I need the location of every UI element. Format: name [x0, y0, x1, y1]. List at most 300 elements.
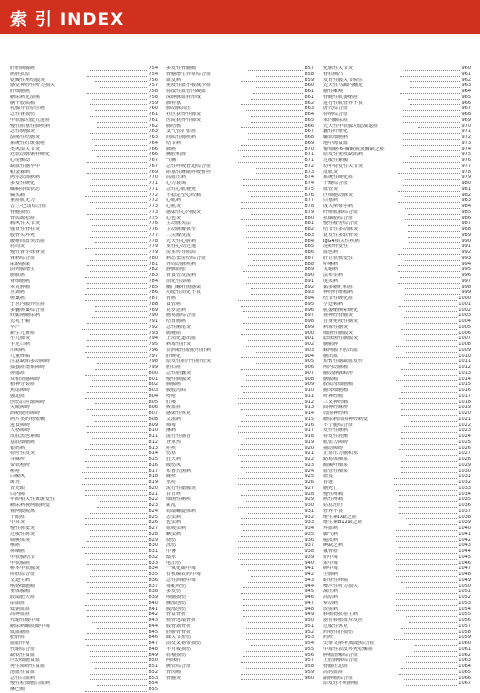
index-entry-page: 861	[304, 89, 314, 94]
index-entry-page: 983	[461, 198, 471, 204]
dot-leader	[85, 290, 148, 295]
index-entry-page: 873	[304, 169, 314, 175]
index-entry-page: 978	[461, 169, 471, 175]
index-entry-page: 830	[148, 543, 158, 549]
dot-leader	[85, 474, 148, 479]
dot-leader	[394, 474, 458, 479]
index-entry-page: 1047	[458, 566, 471, 572]
index-entry-page: 1009	[458, 347, 471, 353]
index-entry-term: 胸部创伤	[166, 600, 187, 606]
index-entry-term: 缺铁性贫血	[10, 652, 36, 658]
dot-leader	[85, 446, 148, 451]
dot-leader	[404, 676, 458, 681]
dot-leader	[85, 549, 148, 554]
index-entry-term: 淋病	[166, 428, 177, 434]
dot-leader	[403, 141, 461, 146]
index-entry-term: 重症肌无力	[10, 198, 36, 204]
index-column-3	[323, 66, 471, 687]
index-entry-term: 急性白血病	[10, 675, 36, 681]
dot-leader	[241, 302, 304, 307]
index-entry-page: 1039	[458, 520, 471, 526]
index-entry-page: 878	[304, 204, 314, 209]
dot-leader	[85, 520, 148, 525]
index-entry-term: 蛔虫病	[166, 531, 182, 537]
index-entry-term: 血管炎	[323, 186, 339, 192]
index-entry-page: 763	[148, 135, 158, 140]
index-entry-term: 嗜铬细胞瘤	[10, 583, 36, 589]
dot-leader	[399, 543, 458, 548]
index-entry-term: 手足口病	[10, 342, 31, 347]
index-entry-term: 梅毒	[166, 422, 177, 428]
dot-leader	[256, 164, 304, 169]
dot-leader	[85, 296, 148, 301]
dot-leader	[251, 572, 304, 577]
dot-leader	[396, 538, 457, 543]
index-entry-term: 胃食管反流病	[166, 273, 197, 278]
dot-leader	[241, 101, 304, 106]
index-entry-term: 创伤后应激障碍	[10, 399, 46, 405]
dot-leader	[396, 549, 457, 554]
index-entry-page: 807	[148, 411, 158, 416]
dot-leader	[406, 584, 457, 589]
index-entry-term: 腹股沟疝	[166, 388, 187, 393]
index-entry-term: 斑秃	[10, 480, 21, 485]
index-entry-term: 药疹	[323, 635, 334, 641]
index-entry-term: 血吸虫病	[166, 526, 187, 531]
index-entry-page: 895	[304, 301, 314, 307]
index-entry-term: 史蒂文斯-约翰逊综合征	[323, 641, 375, 646]
dot-leader	[85, 486, 148, 491]
index-entry-term: 特发性震颤	[323, 434, 349, 439]
index-entry-page: 796	[148, 347, 158, 353]
dot-leader	[251, 95, 304, 100]
dot-leader	[405, 285, 460, 290]
index-entry-term: 消化性溃疡	[166, 278, 192, 284]
index-entry-page: 1042	[458, 537, 471, 543]
index-entry-page: 920	[304, 445, 314, 451]
dot-leader	[97, 118, 147, 123]
index-entry-term: 肝胆胰腺癌	[10, 66, 36, 71]
index-entry-page: 1030	[458, 468, 471, 474]
dot-leader	[90, 653, 148, 658]
dot-leader	[87, 279, 147, 284]
index-entry-page: 990	[461, 238, 471, 244]
dot-leader	[100, 83, 148, 88]
index-entry-term: 慢性阻塞性肺疾病	[10, 123, 51, 129]
dot-leader	[401, 434, 457, 439]
index-entry-page: 802	[148, 382, 158, 388]
index-entry-term: 恙虫病	[166, 514, 182, 520]
index-entry-term: 免疫性血小板减少症	[166, 83, 212, 89]
dot-leader	[251, 641, 304, 646]
dot-leader	[251, 118, 304, 123]
index-entry-page: 890	[304, 273, 314, 278]
index-entry-term: 卵巢癌	[10, 296, 26, 301]
dot-leader	[253, 89, 303, 94]
index-entry-page: 855	[148, 687, 158, 692]
index-entry-page: 872	[304, 163, 314, 169]
index-entry-term: 带状疱疹	[10, 462, 31, 468]
index-entry-page: 883	[304, 232, 314, 238]
dot-leader	[408, 221, 461, 226]
index-entry-page: 897	[304, 313, 314, 319]
index-entry-page: 825	[148, 514, 158, 520]
index-entry-term: 基底细胞癌	[10, 439, 36, 445]
dot-leader	[398, 250, 461, 255]
dot-leader	[85, 515, 148, 520]
index-entry-term: 晕动病	[323, 600, 339, 606]
index-entry-page: 871	[304, 152, 314, 158]
index-entry-page: 772	[148, 198, 158, 204]
dot-leader	[100, 497, 148, 502]
index-entry-term: 慢性疼痛	[323, 491, 344, 497]
dot-leader	[90, 112, 148, 117]
index-entry-page: 1020	[458, 411, 471, 416]
dot-leader	[406, 658, 457, 663]
index-entry-term: IgG4相关性疾病	[323, 238, 360, 244]
dot-leader	[85, 273, 148, 278]
index-entry-term: 孤独症谱系障碍	[10, 365, 46, 370]
dot-leader	[241, 520, 304, 525]
dot-leader	[243, 152, 303, 157]
dot-leader	[398, 279, 461, 284]
dot-leader	[251, 112, 304, 117]
index-entry-term: 隐球菌性脑膜炎	[323, 336, 359, 342]
index-entry-term: 肛瘘	[166, 399, 177, 405]
dot-leader	[90, 670, 148, 675]
dot-leader	[246, 497, 304, 502]
dot-leader	[248, 135, 303, 140]
index-entry-page: 886	[304, 250, 314, 255]
index-entry-page: 992	[461, 250, 471, 255]
dot-leader	[90, 526, 148, 531]
index-entry-page: 908	[304, 376, 314, 382]
dot-leader	[246, 325, 304, 330]
index-entry-term: 维生素D缺乏症	[323, 514, 357, 520]
index-entry-page: 1052	[458, 595, 471, 600]
dot-leader	[406, 653, 457, 658]
index-entry-page: 816	[148, 462, 158, 468]
dot-leader	[403, 158, 461, 163]
dot-leader	[87, 319, 147, 324]
index-entry-page: 961	[461, 71, 471, 77]
dot-leader	[405, 193, 460, 198]
index-entry-term: 肺动脉高压	[166, 106, 192, 112]
index-entry-term: 桡骨远端骨折	[166, 618, 197, 623]
dot-leader	[243, 319, 303, 324]
dot-leader	[97, 681, 147, 686]
index-entry-term: 感觉神经性听力损失	[10, 83, 56, 89]
dot-leader	[85, 457, 148, 462]
index-entry-page: 1033	[458, 485, 471, 491]
index-entry-page: 941	[304, 566, 314, 572]
index-entry-page: 991	[461, 244, 471, 250]
index-entry-term: 急性肾损伤	[10, 112, 36, 117]
dot-leader	[238, 451, 303, 456]
dot-leader	[401, 365, 457, 370]
index-entry-term: 肌张力障碍	[323, 439, 349, 445]
index-entry-page: 977	[461, 163, 471, 169]
index-entry-page: 960	[461, 66, 471, 71]
dot-leader	[85, 348, 148, 353]
index-entry-page: 881	[304, 221, 314, 227]
index-entry-term: 中暑	[166, 549, 177, 554]
index-entry-term: 营养不良	[323, 508, 344, 514]
index-entry-page: 850	[148, 658, 158, 664]
index-entry-page: 916	[304, 422, 314, 428]
index-entry-page: 775	[148, 215, 158, 221]
dot-leader	[403, 129, 461, 134]
dot-leader	[248, 262, 303, 267]
dot-leader	[401, 411, 457, 416]
dot-leader	[418, 124, 461, 129]
dot-leader	[246, 342, 304, 347]
index-entry-term: 听神经瘤	[323, 393, 344, 399]
index-entry	[166, 676, 314, 682]
index-entry-page: 1041	[458, 531, 471, 537]
index-entry-term: 戈谢病	[323, 267, 339, 273]
index-header-bar	[0, 0, 480, 34]
index-entry-page: 957	[304, 658, 314, 664]
index-entry-term: 甲状腺结节	[10, 554, 36, 560]
index-entry-page: 829	[148, 537, 158, 543]
index-entry-page: 902	[304, 342, 314, 347]
index-entry-page: 1031	[458, 474, 471, 480]
index-entry-page: 789	[148, 307, 158, 313]
index-entry-page: 757	[148, 83, 158, 89]
index-entry-term: 肥胖症	[10, 635, 26, 641]
index-entry-term: 心包炎	[166, 215, 182, 221]
dot-leader	[396, 566, 457, 571]
index-entry-term: 细菌性脑膜炎	[323, 330, 354, 336]
index-entry-term: 脑死亡	[323, 485, 339, 491]
dot-leader	[241, 382, 304, 387]
index-entry-page: 862	[304, 100, 314, 106]
index-entry-term: 百日咳	[166, 491, 182, 497]
dot-leader	[401, 463, 457, 468]
index-entry-page: 777	[148, 232, 158, 238]
index-entry-term: 幼年特发性关节炎	[323, 163, 364, 169]
index-entry-term: 正常压力脑积水	[323, 451, 359, 457]
index-entry-page: 823	[148, 503, 158, 508]
index-entry-term: 焦虑障碍	[10, 388, 31, 393]
index-entry-page: 839	[148, 595, 158, 600]
index-entry-term: 急性酒精中毒	[166, 577, 197, 583]
dot-leader	[87, 72, 147, 77]
index-entry-page: 943	[304, 577, 314, 583]
dot-leader	[90, 101, 148, 106]
dot-leader	[256, 83, 304, 88]
index-entry-page: 776	[148, 227, 158, 232]
index-entry-page: 942	[304, 572, 314, 577]
index-entry-page: 820	[148, 485, 158, 491]
dot-leader	[400, 72, 460, 77]
index-entry-page: 1023	[458, 428, 471, 434]
index-entry-term: 胰腺癌	[166, 382, 182, 388]
index-entry-page: 1017	[458, 393, 471, 399]
index-entry-term: 巨细胞动脉炎	[323, 192, 354, 198]
index-entry-page: 758	[148, 94, 158, 100]
dot-leader	[95, 141, 148, 146]
dot-leader	[246, 411, 304, 416]
index-entry-term: 病毒性脑炎	[323, 324, 349, 330]
index-entry-page: 1010	[458, 353, 471, 359]
index-entry-term: 疟疾	[166, 445, 177, 451]
index-entry-page: 1040	[458, 526, 471, 531]
dot-leader	[398, 198, 461, 203]
index-entry-page: 929	[304, 497, 314, 503]
index-entry-page: 909	[304, 382, 314, 388]
index-entry-term: 癫痫持续状态	[10, 186, 41, 192]
index-entry-term: 先兆子痫	[10, 319, 31, 324]
index-entry-term: 谵妄	[323, 474, 334, 480]
dot-leader	[85, 687, 148, 692]
index-entry-page: 993	[461, 255, 471, 261]
index-entry-term: 尿路感染	[10, 261, 31, 267]
index-entry-term: 强直性脊柱炎	[10, 227, 41, 232]
dot-leader	[87, 354, 147, 359]
dot-leader	[410, 164, 460, 169]
dot-leader	[399, 492, 458, 497]
index-entry-term: 细菌性痢疾	[166, 497, 192, 503]
dot-leader	[396, 572, 457, 577]
index-entry-page: 874	[304, 175, 314, 181]
dot-leader	[87, 405, 147, 410]
index-entry-term: 踝关节扭伤	[166, 635, 192, 641]
index-entry-term: 系统性硬化症	[323, 175, 354, 181]
index-entry-page: 1024	[458, 434, 471, 439]
dot-leader	[248, 273, 303, 278]
dot-leader	[238, 428, 303, 433]
index-entry-page: 917	[304, 428, 314, 434]
index-entry-page: 795	[148, 342, 158, 347]
dot-leader	[90, 382, 148, 387]
index-entry-term: 小儿肺炎	[10, 336, 31, 342]
index-entry-term: 骨盆骨折	[166, 612, 187, 618]
index-entry-term: 糖尿病酮症酸中毒	[10, 623, 51, 629]
index-entry-term: 结直肠癌	[166, 319, 187, 324]
index-entry-term: 周围神经病	[323, 411, 349, 416]
index-entry-page: 838	[148, 589, 158, 595]
dot-leader	[241, 463, 304, 468]
index-entry-page: 792	[148, 324, 158, 330]
index-entry-term: 特纳综合征	[323, 112, 349, 117]
dot-leader	[404, 331, 458, 336]
index-entry-page: 880	[304, 215, 314, 221]
index-entry-term: 骨肉瘤	[166, 669, 182, 675]
index-entry-term: 癌性疼痛	[323, 497, 344, 503]
index-entry-term: 子宫内膜异位症	[10, 301, 46, 307]
index-entry-page: 864	[304, 112, 314, 117]
index-entry-page: 785	[148, 284, 158, 290]
index-entry-term: 感染性心内膜炎	[166, 209, 202, 215]
dot-leader	[92, 313, 147, 318]
dot-leader	[97, 359, 147, 364]
index-entry-term: 主动脉夹层	[166, 221, 192, 227]
index-entry-term: 乳腺导管原位癌	[10, 106, 46, 112]
index-entry-term: 放射病	[323, 606, 339, 612]
index-entry-page: 1044	[458, 549, 471, 554]
index-entry-term: 原发性胆汁性胆管炎	[166, 359, 212, 365]
index-entry-page: 926	[304, 480, 314, 485]
dot-leader	[90, 216, 148, 221]
dot-leader	[398, 262, 461, 267]
index-entry-term: 电击伤	[166, 560, 182, 566]
index-entry-page: 1019	[458, 405, 471, 411]
index-entry-page: 819	[148, 480, 158, 485]
dot-leader	[401, 664, 457, 669]
dot-leader	[403, 181, 461, 186]
index-entry-term: 囊性纤维化	[323, 129, 349, 135]
dot-leader	[241, 141, 304, 146]
index-entry-page: 853	[148, 675, 158, 681]
dot-leader	[405, 175, 460, 180]
dot-leader	[405, 256, 460, 261]
index-entry-term: 原发性免疫缺陷病	[323, 152, 364, 158]
index-entry-term: 妊娠期糖尿病	[10, 313, 41, 319]
index-entry-page: 847	[148, 641, 158, 646]
dot-leader	[243, 595, 303, 600]
index-entry-page: 761	[148, 117, 158, 123]
index-entry-page: 935	[304, 531, 314, 537]
index-entry-term: 化脓性关节炎	[323, 66, 354, 71]
index-entry-term: 脑干胶质瘤	[10, 100, 36, 106]
dot-leader	[406, 336, 457, 341]
dot-leader	[238, 446, 303, 451]
index-entry-page: 905	[304, 359, 314, 365]
index-entry-term: 过敏性休克	[323, 623, 349, 629]
dot-leader	[246, 635, 304, 640]
dot-leader	[248, 578, 303, 583]
index-entry-page: 813	[148, 445, 158, 451]
index-entry-term: 视网膜脱离	[10, 508, 36, 514]
dot-leader	[90, 595, 148, 600]
index-entry-term: 癌胚抗原	[10, 71, 31, 77]
index-entry-page: 947	[304, 600, 314, 606]
index-entry-term: 外周动脉疾病	[166, 261, 197, 267]
index-entry-term: 溃疡性结肠炎	[10, 135, 41, 140]
dot-leader	[399, 670, 458, 675]
index-entry-page: 1007	[458, 336, 471, 342]
index-entry-term: 静脉曲张	[166, 267, 187, 273]
index-entry-page: 899	[304, 324, 314, 330]
dot-leader	[248, 239, 303, 244]
dot-leader	[409, 618, 458, 623]
index-entry-page: 1028	[458, 457, 471, 462]
dot-leader	[238, 474, 303, 479]
index-entry-page: 891	[304, 278, 314, 284]
dot-leader	[241, 331, 304, 336]
index-entry-term: 糖尿病视网膜病变	[10, 503, 51, 508]
index-entry-term: 干眼症	[10, 514, 26, 520]
index-entry-term: 肌萎缩侧索硬化	[323, 307, 359, 313]
index-entry-term: 肾细胞癌	[10, 278, 31, 284]
index-entry-term: 代谢综合征	[10, 646, 36, 652]
dot-leader	[246, 664, 304, 669]
dot-leader	[406, 681, 457, 686]
index-entry-page: 840	[148, 600, 158, 606]
dot-leader	[238, 538, 303, 543]
dot-leader	[401, 624, 457, 629]
index-entry-page: 931	[304, 508, 314, 514]
index-entry-term: 鼻咽癌	[10, 549, 26, 554]
index-entry-page: 900	[304, 330, 314, 336]
index-entry-page: 826	[148, 520, 158, 526]
dot-leader	[238, 480, 303, 485]
index-entry-term: 注意缺陷多动障碍	[10, 359, 51, 365]
dot-leader	[87, 612, 147, 617]
index-entry-page: 818	[148, 474, 158, 480]
